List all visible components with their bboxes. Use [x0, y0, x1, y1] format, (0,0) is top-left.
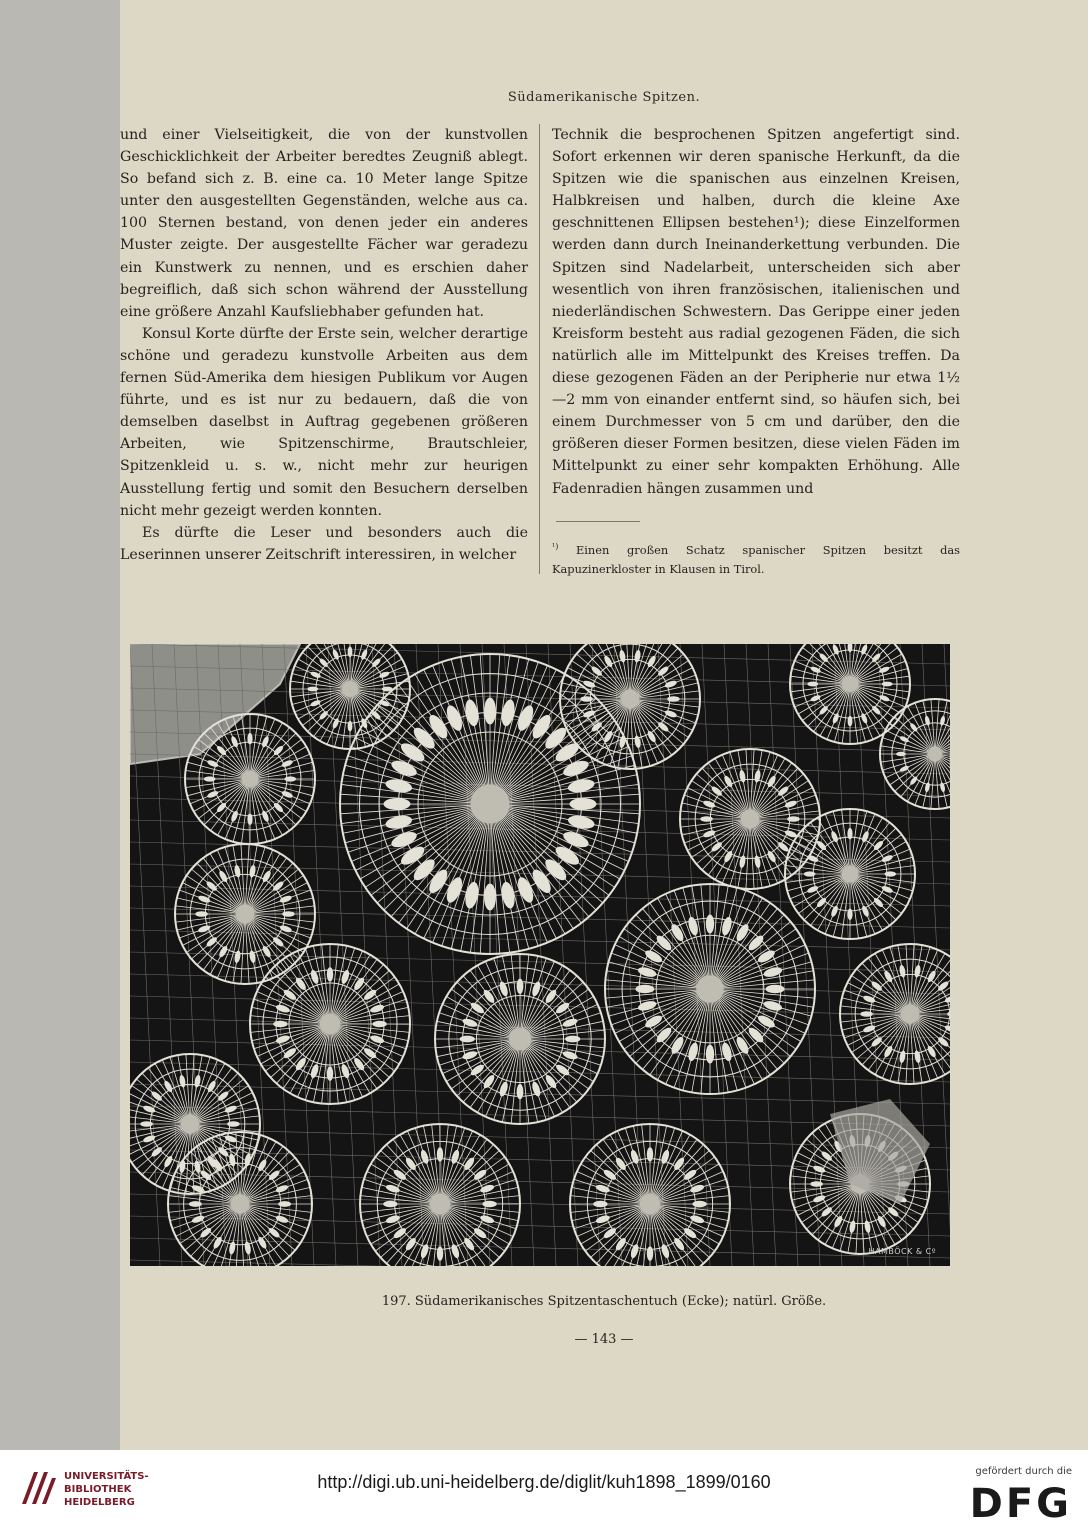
paragraph: Technik die besprochenen Spitzen angefertigt sind. Sofort erkennen wir deren spanische Herkunft, da die Spitzen wie die spanischen aus einzelnen Kreisen, Halbkreisen und halben, durch die kleine Axe geschnittenen Ellipsen bestehen¹); diese Einzelformen werden dann durch Ineinanderkettung verbunden. Die Spitzen sind Nadelarbeit, unterscheiden sich aber wesentlich von ihren französischen, italienischen und niederländischen Schwestern. Das Gerippe einer jeden Kreisform besteht aus radial gezogenen Fäden, die sich natürlich alle im Mittelpunkt des Kreises treffen. Da diese gezogenen Fäden an der Peripherie nur etwa 1½—2 mm von einander entfernt sind, so häufen sich, bei einem Durchmesser von 5 cm und darüber, den die größeren dieser Formen besitzen, diese vielen Fäden im Mittelpunkt zu einer sehr kompakten Erhöhung. Alle Fadenradien hängen zusammen und: [552, 127, 960, 497]
column-divider: [539, 124, 540, 574]
library-name-line: HEIDELBERG: [64, 1497, 135, 1508]
lace-medallion: [360, 1124, 520, 1266]
dfg-logo: DFG: [969, 1481, 1072, 1527]
footnote: [552, 537, 960, 579]
lace-medallion: [340, 654, 640, 954]
text-column-right: [552, 124, 960, 500]
footnote-marker: ¹): [552, 542, 559, 551]
sponsor-note: gefördert durch die: [975, 1466, 1072, 1477]
text-column-left: [120, 124, 528, 566]
lace-medallion: [168, 1132, 312, 1266]
fabric-corner: [130, 644, 300, 764]
lace-medallion: [790, 644, 910, 744]
page-number: — 143 —: [574, 1332, 634, 1347]
lace-medallion: [840, 944, 950, 1084]
paragraph: Es dürfte die Leser und besonders auch die Leserinnen unserer Zeitschrift interessiren, in welcher: [120, 524, 528, 563]
lace-medallion: [785, 809, 915, 939]
lace-photograph: [130, 644, 950, 1266]
lace-medallion: [175, 844, 315, 984]
footnote-rule: [556, 521, 640, 522]
printer-mark: HAMBÖCK & Cº: [868, 1247, 936, 1256]
lace-medallion: [435, 954, 605, 1124]
scanned-page: [120, 0, 1088, 1450]
permalink-url[interactable]: http://digi.ub.uni-heidelberg.de/diglit/kuh1898_1899/0160: [317, 1472, 771, 1492]
paragraph: Konsul Korte dürfte der Erste sein, welcher derartige schöne und geradezu kunstvolle Arbeiten aus dem fernen Süd-Amerika dem hiesigen Publikum vor Augen führte, und es ist nur zu bedauern, daß die von demselben daselbst in Auftrag gegebenen größeren Arbeiten, wie Spitzenschirme, Brautschleier, Spitzenkleid u. s. w., nicht mehr zur heurigen Ausstellung fertig und somit den Besuchern derselben nicht mehr gezeigt werden konnten.: [120, 325, 528, 519]
library-name-line: BIBLIOTHEK: [64, 1484, 132, 1495]
lace-medallion: [185, 714, 315, 844]
paragraph: und einer Vielseitigkeit, die von der kunstvollen Geschicklichkeit der Arbeiter beredtes Zeugniß ablegt. So befand sich z. B. eine ca. 10 Meter lange Spitze unter den ausgestellten Gegenständen, welche aus ca. 100 Sternen bestand, von denen jeder ein anderes Muster zeigte. Der ausgestellte Fächer war geradezu ein Kunstwerk zu nennen, und es erschien daher begreiflich, daß sich schon während der Ausstellung eine größere Anzahl Kaufsliebhaber gefunden hat.: [120, 127, 528, 320]
lace-pattern-illustration: [130, 644, 950, 1266]
running-head: Südamerikanische Spitzen.: [507, 90, 701, 105]
figure-caption: 197. Südamerikanisches Spitzentaschentuch (Ecke); natürl. Größe.: [381, 1294, 827, 1309]
lace-medallion: [250, 944, 410, 1104]
digitization-footer: [0, 1450, 1088, 1532]
library-name-line: UNIVERSITÄTS-: [64, 1471, 149, 1482]
lace-medallion: [290, 644, 410, 749]
lace-medallion: [605, 884, 815, 1094]
footnote-text: Einen großen Schatz spanischer Spitzen besitzt das Kapuzinerkloster in Klausen in Tirol.: [552, 542, 960, 576]
